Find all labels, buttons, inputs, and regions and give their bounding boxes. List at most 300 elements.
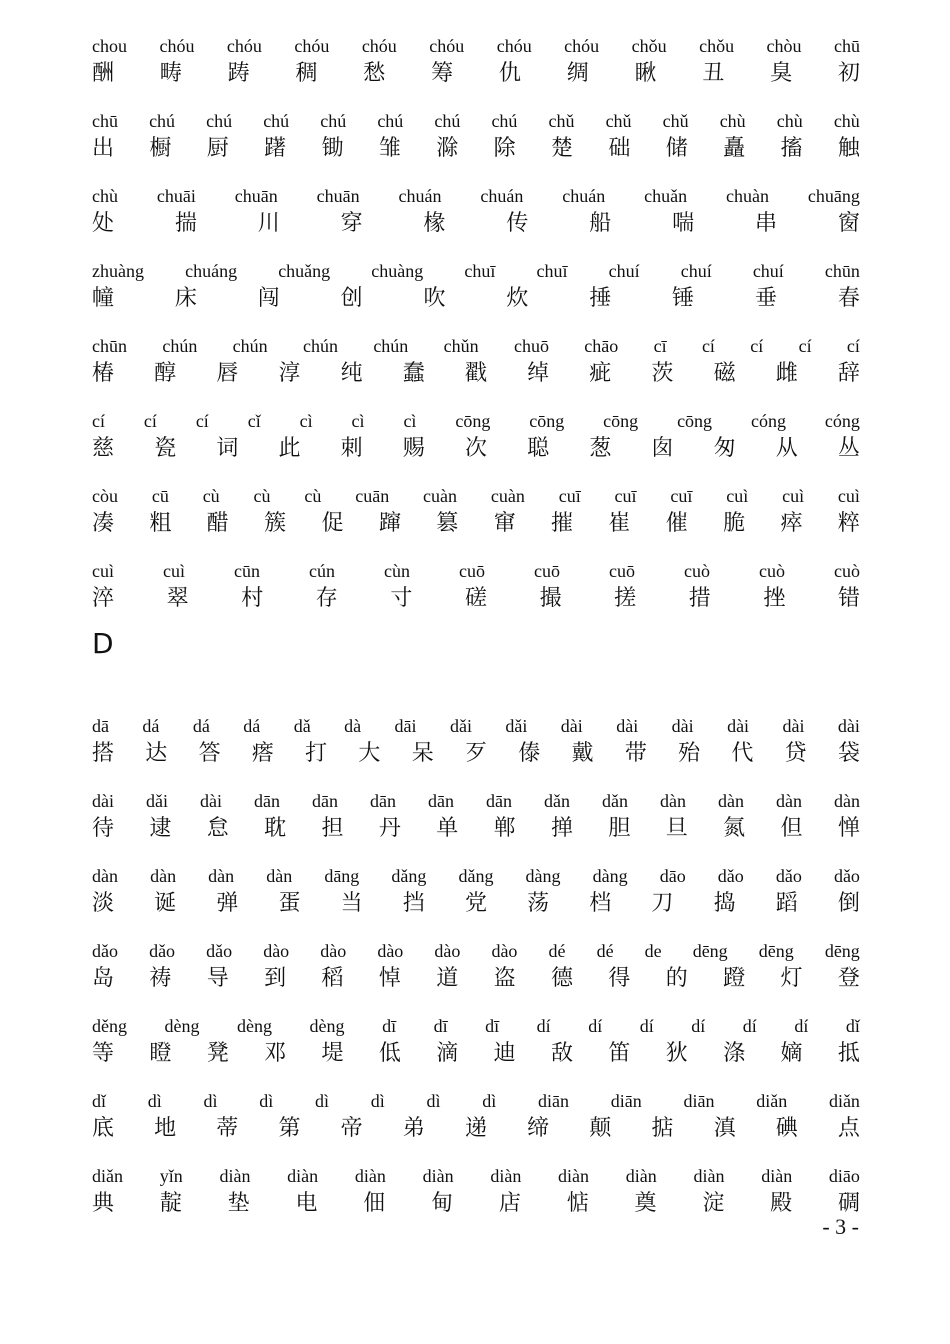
pinyin-syllable: dí [536,1016,551,1036]
pinyin-syllable: dài [782,716,805,736]
hanzi-character: 村 [241,586,264,611]
pinyin-syllable: diàn [287,1166,319,1186]
hanzi-character: 凑 [92,511,115,536]
pinyin-syllable: chóu [294,36,330,56]
hanzi-character: 戴 [571,741,594,766]
pinyin-syllable: diāo [828,1166,860,1186]
pinyin-syllable: dá [142,716,160,736]
hanzi-character: 床 [174,286,197,311]
pinyin-syllable: chāo [584,336,619,356]
pinyin-syllable: chù [776,111,803,131]
hanzi-character: 出 [92,136,115,161]
pinyin-syllable: chuán [480,186,524,206]
pinyin-syllable: diān [683,1091,715,1111]
pinyin-syllable: chuāng [807,186,860,206]
hanzi-character: 打 [305,741,328,766]
pinyin-syllable: dí [588,1016,603,1036]
hanzi-character: 盗 [493,966,516,991]
hanzi-character: 碉 [837,1191,860,1216]
hanzi-character: 醋 [206,511,229,536]
pinyin-syllable: diàn [761,1166,793,1186]
hanzi-character: 蠢 [402,361,425,386]
pinyin-syllable: cuàn [423,486,458,506]
pinyin-line [92,408,860,434]
pinyin-syllable: cún [309,561,335,581]
pinyin-syllable: chún [302,336,338,356]
hanzi-character: 档 [589,891,612,916]
hanzi-character: 厨 [206,136,229,161]
pinyin-line [92,33,860,59]
pinyin-syllable: cí [92,411,105,431]
hanzi-character: 缔 [527,1116,550,1141]
pinyin-syllable: diàn [558,1166,590,1186]
pinyin-syllable: chuān [316,186,360,206]
pinyin-syllable: chuán [398,186,442,206]
hanzi-character: 蛋 [278,891,301,916]
pinyin-line [92,788,860,814]
hanzi-character: 绸 [566,61,589,86]
pinyin-row [92,1163,860,1238]
pinyin-syllable: cī [653,336,667,356]
pinyin-syllable: cù [253,486,271,506]
hanzi-character: 窗 [837,211,860,236]
hanzi-character: 淬 [92,586,115,611]
pinyin-syllable: cū [151,486,169,506]
pinyin-syllable: cuō [459,561,485,581]
hanzi-character: 当 [340,891,363,916]
hanzi-character: 锄 [321,136,344,161]
hanzi-character: 酬 [92,61,115,86]
pinyin-syllable: dì [147,1091,162,1111]
pinyin-syllable: chú [149,111,176,131]
hanzi-character: 贷 [784,741,807,766]
pinyin-syllable: dǎi [505,716,528,736]
pinyin-syllable: dài [837,716,860,736]
pinyin-syllable: dèng [237,1016,273,1036]
hanzi-character: 丹 [378,816,401,841]
pinyin-syllable: cù [304,486,322,506]
hanzi-character: 翠 [166,586,189,611]
hanzi-character: 弹 [216,891,239,916]
pinyin-syllable: chuān [234,186,278,206]
hanzi-character: 此 [278,436,301,461]
pinyin-syllable: dàn [92,866,118,886]
pinyin-syllable: cí [846,336,860,356]
pinyin-syllable: dǎn [602,791,628,811]
pinyin-line [92,1013,860,1039]
pinyin-syllable: chūn [92,336,127,356]
pinyin-syllable: dǐ [92,1091,107,1111]
hanzi-character: 搓 [614,586,637,611]
pinyin-syllable: cuō [609,561,635,581]
pinyin-syllable: chuō [513,336,549,356]
section-header [92,627,860,713]
hanzi-character: 磁 [713,361,736,386]
pinyin-syllable: dé [596,941,614,961]
hanzi-line [92,1189,860,1219]
pinyin-syllable: cūn [234,561,260,581]
page-number: - 3 - [822,1214,859,1239]
hanzi-line [92,359,860,389]
pinyin-syllable: cōng [603,411,639,431]
hanzi-character: 纯 [340,361,363,386]
hanzi-character: 矗 [723,136,746,161]
pinyin-row [92,33,860,108]
hanzi-character: 蒂 [216,1116,239,1141]
pinyin-syllable: cuò [684,561,710,581]
hanzi-line [92,739,860,769]
hanzi-character: 单 [436,816,459,841]
hanzi-character: 答 [198,741,221,766]
hanzi-character: 除 [493,136,516,161]
pinyin-syllable: dǎo [717,866,744,886]
hanzi-character: 党 [464,891,487,916]
pinyin-row [92,713,860,788]
pinyin-syllable: cí [750,336,764,356]
pinyin-document [92,33,860,1238]
hanzi-character: 窜 [493,511,516,536]
hanzi-character: 凳 [206,1041,229,1066]
pinyin-syllable: dān [254,791,280,811]
hanzi-character: 垂 [755,286,778,311]
pinyin-syllable: dǎi [449,716,472,736]
pinyin-syllable: dǐ [845,1016,860,1036]
pinyin-syllable: dǎo [775,866,802,886]
hanzi-line [92,964,860,994]
hanzi-character: 吹 [423,286,446,311]
pinyin-syllable: cuō [534,561,560,581]
pinyin-syllable: chuí [680,261,712,281]
hanzi-character: 歹 [464,741,487,766]
hanzi-character: 粗 [149,511,172,536]
hanzi-character: 邓 [264,1041,287,1066]
hanzi-character: 赐 [402,436,425,461]
hanzi-line [92,59,860,89]
pinyin-syllable: chú [263,111,290,131]
pinyin-syllable: cì [403,411,417,431]
pinyin-syllable: dēng [758,941,794,961]
pinyin-syllable: chuán [562,186,606,206]
rows-group-c [92,33,860,633]
hanzi-character: 怠 [206,816,229,841]
hanzi-character: 荡 [527,891,550,916]
pinyin-syllable: dàn [150,866,177,886]
pinyin-syllable: dī [382,1016,397,1036]
hanzi-character: 傣 [518,741,541,766]
pinyin-syllable: dài [616,716,639,736]
pinyin-syllable: cì [351,411,365,431]
pinyin-syllable: dàng [592,866,628,886]
pinyin-syllable: děng [92,1016,127,1036]
hanzi-character: 靛 [159,1191,182,1216]
pinyin-row [92,108,860,183]
pinyin-syllable: chù [92,186,118,206]
pinyin-syllable: dī [433,1016,448,1036]
pinyin-syllable: diān [610,1091,642,1111]
hanzi-character: 滴 [436,1041,459,1066]
pinyin-syllable: dào [377,941,404,961]
pinyin-syllable: dēng [824,941,860,961]
hanzi-character: 底 [92,1116,115,1141]
hanzi-character: 踌 [227,61,250,86]
pinyin-syllable: chǔ [662,111,689,131]
hanzi-character: 撮 [539,586,562,611]
pinyin-syllable: cuì [726,486,749,506]
hanzi-character: 楚 [551,136,574,161]
pinyin-syllable: dān [312,791,338,811]
hanzi-character: 逮 [149,816,172,841]
hanzi-character: 蹈 [775,891,798,916]
pinyin-syllable: dài [92,791,114,811]
hanzi-character: 臭 [770,61,793,86]
hanzi-character: 炊 [506,286,529,311]
hanzi-character: 氮 [723,816,746,841]
pinyin-syllable: dāo [659,866,686,886]
hanzi-character: 惦 [566,1191,589,1216]
pinyin-syllable: cōng [455,411,491,431]
pinyin-syllable: dàn [660,791,686,811]
pinyin-syllable: cuì [92,561,114,581]
hanzi-character: 筹 [431,61,454,86]
pinyin-syllable: cóng [824,411,860,431]
hanzi-character: 蹬 [723,966,746,991]
pinyin-syllable: dào [491,941,518,961]
hanzi-character: 点 [837,1116,860,1141]
hanzi-character: 囱 [651,436,674,461]
hanzi-character: 揣 [174,211,197,236]
hanzi-line [92,889,860,919]
pinyin-syllable: chuí [752,261,784,281]
hanzi-character: 创 [340,286,363,311]
pinyin-syllable: chú [206,111,233,131]
hanzi-character: 疵 [589,361,612,386]
hanzi-character: 幢 [92,286,115,311]
pinyin-row [92,258,860,333]
pinyin-syllable: chú [434,111,461,131]
pinyin-syllable: dàn [208,866,235,886]
pinyin-syllable: chǔ [548,111,575,131]
pinyin-row [92,408,860,483]
hanzi-character: 颠 [589,1116,612,1141]
pinyin-syllable: dāi [394,716,417,736]
pinyin-syllable: còu [92,486,118,506]
hanzi-character: 匆 [713,436,736,461]
pinyin-syllable: chuāi [156,186,196,206]
pinyin-syllable: dāng [324,866,360,886]
hanzi-character: 诞 [154,891,177,916]
hanzi-character: 滁 [436,136,459,161]
pinyin-syllable: chǒu [631,36,667,56]
pinyin-syllable: chóu [429,36,465,56]
pinyin-syllable: dǎng [391,866,427,886]
hanzi-character: 地 [154,1116,177,1141]
pinyin-syllable: diàn [625,1166,657,1186]
pinyin-syllable: cuān [355,486,390,506]
hanzi-character: 呆 [411,741,434,766]
pinyin-syllable: diàn [354,1166,386,1186]
hanzi-character: 措 [688,586,711,611]
hanzi-character: 稻 [321,966,344,991]
hanzi-character: 倒 [837,891,860,916]
hanzi-character: 达 [145,741,168,766]
hanzi-character: 悼 [378,966,401,991]
hanzi-character: 躇 [264,136,287,161]
hanzi-character: 捶 [589,286,612,311]
hanzi-character: 道 [436,966,459,991]
pinyin-syllable: cuì [782,486,805,506]
hanzi-character: 甸 [431,1191,454,1216]
pinyin-syllable: dǎo [833,866,860,886]
pinyin-line [92,1088,860,1114]
hanzi-character: 稠 [295,61,318,86]
pinyin-syllable: dá [243,716,261,736]
pinyin-syllable: dī [485,1016,500,1036]
pinyin-syllable: cí [195,411,209,431]
hanzi-character: 触 [837,136,860,161]
hanzi-character: 但 [780,816,803,841]
hanzi-character: 刺 [340,436,363,461]
pinyin-syllable: chuī [464,261,496,281]
hanzi-character: 挡 [402,891,425,916]
hanzi-character: 粹 [837,511,860,536]
pinyin-syllable: dá [192,716,210,736]
hanzi-character: 唇 [216,361,239,386]
pinyin-syllable: chóu [226,36,262,56]
pinyin-syllable: chou [92,36,127,56]
pinyin-row [92,938,860,1013]
pinyin-syllable: dì [259,1091,274,1111]
hanzi-character: 词 [216,436,239,461]
hanzi-character: 丛 [837,436,860,461]
pinyin-line [92,483,860,509]
hanzi-character: 胆 [608,816,631,841]
pinyin-syllable: chuī [536,261,568,281]
pinyin-syllable: dǎo [92,941,118,961]
pinyin-syllable: cǐ [247,411,261,431]
pinyin-row [92,1088,860,1163]
pinyin-row [92,788,860,863]
hanzi-character: 狄 [665,1041,688,1066]
pinyin-syllable: chūn [824,261,860,281]
pinyin-syllable: cóng [750,411,786,431]
hanzi-character: 喘 [672,211,695,236]
pinyin-syllable: cí [798,336,812,356]
hanzi-character: 代 [731,741,754,766]
hanzi-line [92,509,860,539]
pinyin-syllable: diǎn [92,1166,123,1186]
pinyin-syllable: diǎn [828,1091,860,1111]
pinyin-syllable: dǎ [293,716,311,736]
hanzi-character: 摧 [551,511,574,536]
hanzi-character: 帝 [340,1116,363,1141]
pinyin-syllable: chù [719,111,746,131]
pinyin-line [92,863,860,889]
hanzi-character: 低 [378,1041,401,1066]
hanzi-character: 堤 [321,1041,344,1066]
hanzi-character: 寸 [390,586,413,611]
pinyin-syllable: cuī [558,486,581,506]
hanzi-character: 店 [498,1191,521,1216]
pinyin-syllable: dǎng [458,866,494,886]
hanzi-character: 畴 [159,61,182,86]
pinyin-line [92,713,860,739]
pinyin-syllable: cōng [529,411,565,431]
pinyin-syllable: dān [428,791,454,811]
hanzi-character: 串 [755,211,778,236]
hanzi-character: 茨 [651,361,674,386]
pinyin-syllable: dèng [164,1016,200,1036]
hanzi-character: 淡 [92,891,115,916]
pinyin-row [92,863,860,938]
pinyin-syllable: dí [691,1016,706,1036]
pinyin-syllable: cí [143,411,157,431]
hanzi-character: 春 [837,286,860,311]
hanzi-character: 典 [92,1191,115,1216]
hanzi-character: 碘 [775,1116,798,1141]
pinyin-syllable: chú [491,111,518,131]
pinyin-syllable: dà [344,716,362,736]
hanzi-line [92,814,860,844]
pinyin-syllable: dàn [718,791,744,811]
hanzi-character: 存 [315,586,338,611]
pinyin-line [92,183,860,209]
pinyin-syllable: chú [377,111,404,131]
pinyin-line [92,558,860,584]
hanzi-character: 德 [551,966,574,991]
pinyin-syllable: dì [370,1091,385,1111]
hanzi-character: 次 [464,436,487,461]
hanzi-line [92,434,860,464]
hanzi-character: 殿 [770,1191,793,1216]
pinyin-row [92,483,860,558]
pinyin-syllable: chòu [766,36,802,56]
pinyin-syllable: cì [299,411,313,431]
pinyin-syllable: chū [92,111,118,131]
pinyin-syllable: dài [200,791,222,811]
hanzi-character: 瞪 [149,1041,172,1066]
pinyin-syllable: dài [560,716,583,736]
pinyin-syllable: dān [486,791,512,811]
hanzi-character: 带 [624,741,647,766]
hanzi-character: 初 [837,61,860,86]
pinyin-syllable: dā [92,716,109,736]
hanzi-character: 垫 [227,1191,250,1216]
hanzi-character: 簇 [264,511,287,536]
pinyin-syllable: chuáng [185,261,238,281]
hanzi-character: 等 [92,1041,115,1066]
hanzi-character: 雏 [378,136,401,161]
pinyin-syllable: dào [320,941,347,961]
pinyin-syllable: dài [671,716,694,736]
hanzi-character: 雌 [775,361,798,386]
hanzi-character: 得 [608,966,631,991]
hanzi-character: 崔 [608,511,631,536]
pinyin-syllable: cuī [670,486,693,506]
hanzi-line [92,1039,860,1069]
hanzi-character: 搐 [780,136,803,161]
hanzi-character: 笛 [608,1041,631,1066]
pinyin-row [92,333,860,408]
hanzi-character: 促 [321,511,344,536]
pinyin-syllable: cí [701,336,715,356]
hanzi-character: 传 [506,211,529,236]
pinyin-syllable: de [644,941,662,961]
pinyin-syllable: chǔn [443,336,479,356]
hanzi-character: 椿 [92,361,115,386]
pinyin-syllable: cuàn [490,486,525,506]
pinyin-syllable: chóu [159,36,195,56]
hanzi-character: 导 [206,966,229,991]
